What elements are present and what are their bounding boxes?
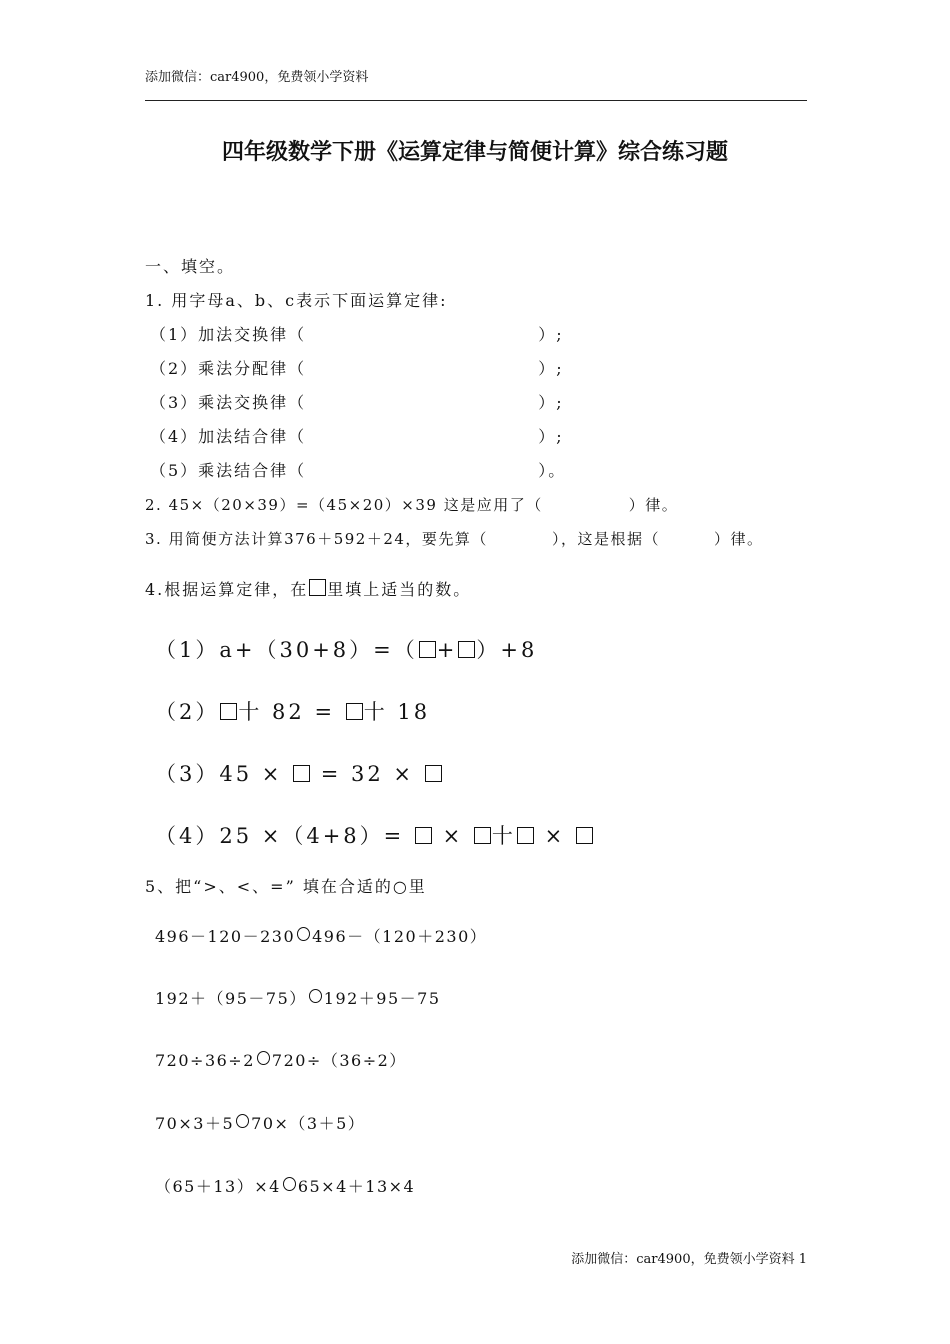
q4-item-text: （4）25 ×（4+8）=: [155, 824, 414, 848]
q3-mid: ），这是根据（: [551, 530, 660, 548]
q4-item-text: ）+8: [476, 638, 538, 662]
q4-item-text: 十 18: [363, 700, 431, 724]
compare-row-4: [155, 1111, 365, 1134]
q2-text: 2. 45×（20×39）=（45×20）×39 这是应用了（: [145, 496, 543, 514]
answer-box[interactable]: [346, 703, 363, 720]
compare-row-1: [155, 924, 487, 947]
q1-item-4: [150, 424, 564, 447]
compare-left: （65＋13）×4: [155, 1177, 281, 1196]
question-5-stem: 5、把“>、<、=” 填在合适的○里: [145, 877, 427, 896]
compare-row-5: [155, 1174, 415, 1197]
page-header: 添加微信：car4900，免费领小学资料: [145, 70, 369, 85]
q4-item-text: （2）: [155, 700, 220, 724]
q4-item-4: [155, 820, 594, 850]
answer-box[interactable]: [458, 641, 475, 658]
compare-left: 70×3＋5: [155, 1114, 235, 1133]
q4-item-3: [155, 758, 443, 788]
compare-right: 720÷（36÷2）: [271, 1051, 407, 1070]
answer-circle[interactable]: [283, 1177, 296, 1191]
q4-text: 4.根据运算定律，在: [145, 580, 309, 599]
q1-item-label: （2）乘法分配律（: [150, 359, 307, 378]
q1-item-2: [150, 356, 564, 379]
answer-box[interactable]: [220, 703, 237, 720]
q4-item-text: ×: [534, 824, 575, 848]
compare-right: 70×（3＋5）: [251, 1114, 366, 1133]
q4-item-text: 十: [491, 824, 516, 848]
q1-item-end: ）;: [538, 325, 564, 344]
answer-box[interactable]: [576, 827, 593, 844]
q4-item-text: 十 82 =: [238, 700, 345, 724]
compare-right: 192＋95－75: [323, 989, 441, 1008]
answer-box[interactable]: [474, 827, 491, 844]
answer-box[interactable]: [293, 765, 310, 782]
answer-box[interactable]: [419, 641, 436, 658]
question-3: [145, 528, 763, 549]
q4-text-end: 里填上适当的数。: [327, 580, 472, 599]
q4-item-text: ×: [432, 824, 473, 848]
compare-left: 192＋（95－75）: [155, 989, 307, 1008]
q1-item-end: ）;: [538, 359, 564, 378]
q1-item-label: （5）乘法结合律（: [150, 461, 307, 480]
q2-end: ）律。: [628, 496, 679, 514]
answer-circle[interactable]: [309, 989, 322, 1003]
answer-box[interactable]: [425, 765, 442, 782]
header-rule: [145, 100, 807, 101]
page-title: 四年级数学下册《运算定律与简便计算》综合练习题: [221, 140, 728, 165]
answer-circle[interactable]: [236, 1114, 249, 1128]
compare-left: 720÷36÷2: [155, 1051, 255, 1070]
q4-item-text: +: [436, 638, 458, 662]
q1-item-3: [150, 390, 564, 413]
q4-item-1: [155, 634, 537, 664]
square-box-icon: [309, 579, 326, 596]
compare-left: 496－120－230: [155, 927, 296, 946]
answer-box[interactable]: [517, 827, 534, 844]
answer-circle[interactable]: [257, 1051, 270, 1065]
question-2: [145, 494, 678, 515]
q1-item-end: ）;: [538, 427, 564, 446]
q4-item-text: = 32 ×: [311, 762, 424, 786]
q1-item-label: （4）加法结合律（: [150, 427, 307, 446]
q1-item-1: [150, 322, 564, 345]
answer-circle[interactable]: [297, 927, 310, 941]
q4-item-text: （1）a+（30+8）=（: [155, 638, 418, 662]
page-footer: 添加微信：car4900，免费领小学资料 1: [571, 1252, 807, 1267]
compare-row-2: [155, 986, 441, 1009]
compare-row-3: [155, 1048, 407, 1071]
answer-box[interactable]: [415, 827, 432, 844]
q1-item-5: [150, 458, 566, 481]
q4-item-2: [155, 696, 430, 726]
compare-right: 496－（120＋230）: [312, 927, 488, 946]
question-1-stem: 1. 用字母a、b、c表示下面运算定律:: [145, 291, 448, 310]
section-heading: 一、填空。: [145, 257, 236, 276]
q1-item-label: （3）乘法交换律（: [150, 393, 307, 412]
q3-end: ）律。: [713, 530, 764, 548]
q1-item-end: ）。: [538, 461, 567, 480]
q4-item-text: （3）45 ×: [155, 762, 293, 786]
q1-item-end: ）;: [538, 393, 564, 412]
question-4-stem: [145, 577, 471, 600]
q1-item-label: （1）加法交换律（: [150, 325, 307, 344]
compare-right: 65×4＋13×4: [297, 1177, 416, 1196]
q3-text: 3. 用简便方法计算376＋592＋24，要先算（: [145, 530, 488, 548]
